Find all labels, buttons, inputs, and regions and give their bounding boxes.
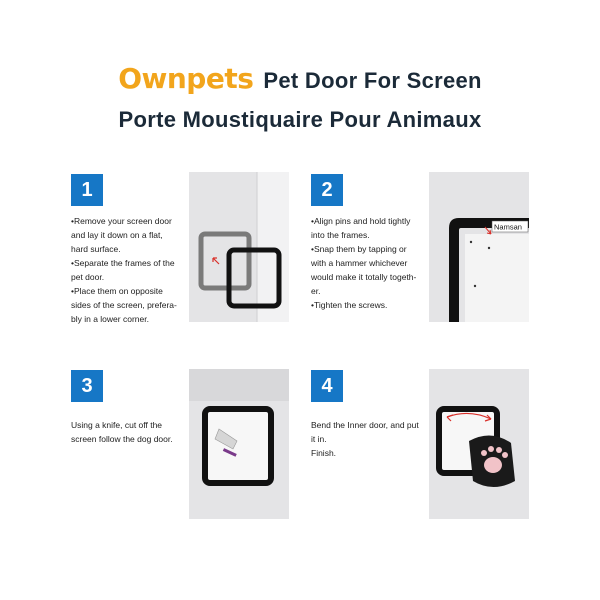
step-2-image	[429, 172, 529, 322]
step-3-text	[71, 418, 173, 446]
brand-logo: Ownpets	[118, 62, 254, 95]
step-2-text	[311, 214, 416, 312]
step-1-line: bly in a lower corner.	[71, 314, 149, 324]
step-1-text	[71, 214, 177, 326]
step-1-line: sides of the screen, prefera-	[71, 300, 177, 310]
step-4-line: Bend the Inner door, and put	[311, 420, 419, 430]
step-1-image	[189, 172, 289, 322]
step-2-badge: 2	[311, 174, 343, 206]
step-2-line: with a hammer whichever	[311, 258, 408, 268]
step-2-line: •Align pins and hold tightly	[311, 216, 411, 226]
door-frame-shape	[205, 409, 271, 483]
step-3-line: Using a knife, cut off the	[71, 420, 163, 430]
step-1-line: •Remove your screen door	[71, 216, 172, 226]
step-1-badge: 1	[71, 174, 103, 206]
step-2-line: •Snap them by tapping or	[311, 244, 407, 254]
step-4-text	[311, 418, 419, 460]
step-2-line: into the frames.	[311, 230, 370, 240]
title-line-en	[0, 62, 600, 95]
header	[0, 62, 600, 133]
paw-icon	[484, 457, 502, 473]
step-1-line: and lay it down on a flat,	[71, 230, 163, 240]
step-3-line: screen follow the dog door.	[71, 434, 173, 444]
step-3-badge: 3	[71, 370, 103, 402]
step-1-line: •Separate the frames of the	[71, 258, 175, 268]
step-4-badge: 4	[311, 370, 343, 402]
step-2-line: would make it totally togeth-	[311, 272, 417, 282]
step-2-line: er.	[311, 286, 321, 296]
brand-label: Namsan	[494, 222, 522, 232]
step-2-line: •Tighten the screws.	[311, 300, 388, 310]
step-3-image	[189, 369, 289, 519]
step-4-line: it in.	[311, 434, 327, 444]
title-en: Pet Door For Screen	[263, 68, 482, 93]
step-4-line: Finish.	[311, 448, 337, 458]
step-4-image	[429, 369, 529, 519]
title-fr: Porte Moustiquaire Pour Animaux	[118, 107, 482, 132]
step-1-line: pet door.	[71, 272, 105, 282]
step-1-line: hard surface.	[71, 244, 121, 254]
step-1-line: •Place them on opposite	[71, 286, 163, 296]
